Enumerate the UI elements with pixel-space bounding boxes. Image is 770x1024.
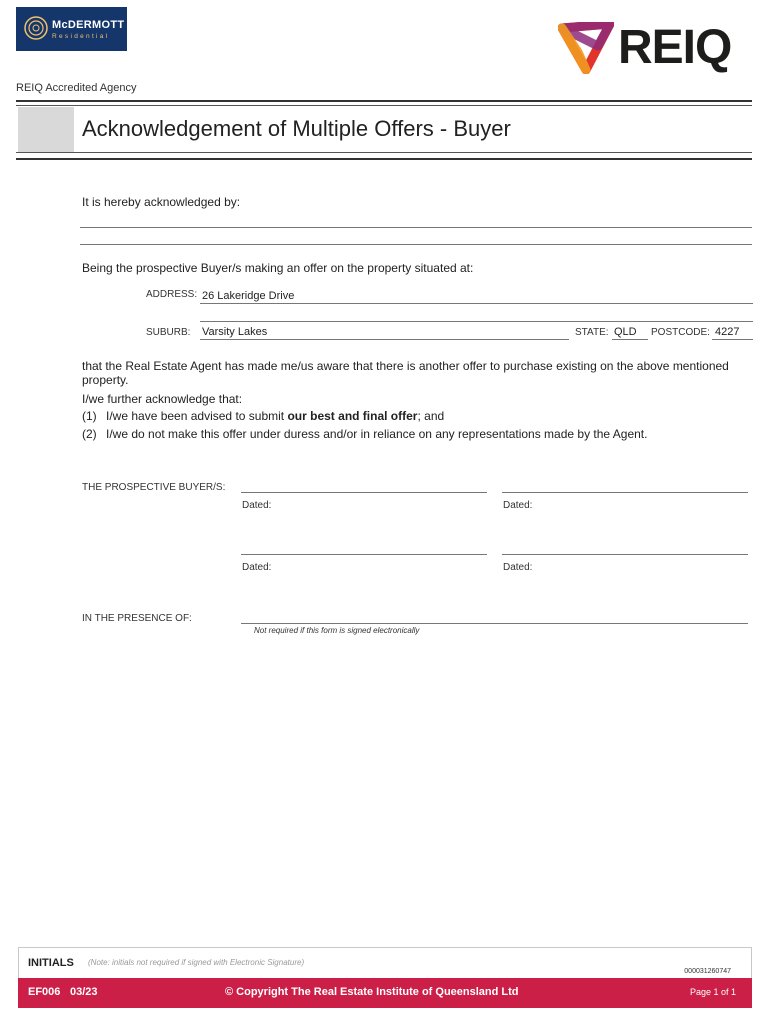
item-1-bold: our best and final offer bbox=[287, 409, 418, 423]
suburb-underline bbox=[200, 339, 569, 340]
presence-note: Not required if this form is signed electronically bbox=[254, 626, 420, 635]
address-underline bbox=[200, 303, 753, 304]
item-1 bbox=[82, 409, 444, 423]
presence-label: IN THE PRESENCE OF: bbox=[82, 613, 192, 624]
initials-label: INITIALS bbox=[28, 957, 74, 969]
property-line-text: Being the prospective Buyer/s making an offer on the property situated at: bbox=[82, 261, 474, 275]
address-label: ADDRESS: bbox=[146, 289, 198, 300]
suburb-field[interactable]: Varsity Lakes bbox=[202, 326, 268, 338]
buyers-label: THE PROSPECTIVE BUYER/S: bbox=[82, 482, 226, 493]
item-2-text: I/we do not make this offer under duress and/or in reliance on any representations made by the Agent. bbox=[106, 427, 648, 441]
reiq-logo-text: REIQ bbox=[618, 21, 732, 74]
initials-note: (Note: initials not required if signed with Electronic Signature) bbox=[88, 958, 305, 967]
aware-text: that the Real Estate Agent has made me/us aware that there is another offer to purchase existing on the above mentioned property. bbox=[82, 359, 729, 387]
further-text: I/we further acknowledge that: bbox=[82, 392, 243, 406]
initials-box bbox=[18, 947, 752, 978]
buyer-4-signature-line[interactable] bbox=[502, 554, 748, 555]
page-title: Acknowledgement of Multiple Offers - Buyer bbox=[82, 116, 511, 141]
acknowledger-line-2[interactable] bbox=[80, 244, 752, 245]
title-top-rule bbox=[16, 100, 752, 102]
accredited-agency-label: REIQ Accredited Agency bbox=[16, 82, 137, 94]
buyer-2-signature-line[interactable] bbox=[502, 492, 748, 493]
buyer-4-dated-label: Dated: bbox=[503, 562, 533, 573]
buyer-2-dated-label: Dated: bbox=[503, 500, 533, 511]
mcdermott-sub: Residential bbox=[52, 33, 110, 40]
title-bottom-thin-rule bbox=[16, 152, 752, 153]
suburb-label: SUBURB: bbox=[146, 327, 191, 338]
buyer-3-dated-label: Dated: bbox=[242, 562, 272, 573]
buyer-1-signature-line[interactable] bbox=[241, 492, 487, 493]
state-label: STATE: bbox=[575, 327, 609, 338]
address-line-2[interactable] bbox=[200, 321, 753, 322]
postcode-underline bbox=[712, 339, 753, 340]
item-2-number: (2) bbox=[82, 427, 97, 441]
form-code: EF006 bbox=[28, 986, 61, 998]
reiq-triangle-icon bbox=[558, 22, 614, 74]
state-field[interactable]: QLD bbox=[614, 326, 637, 338]
buyer-1-dated-label: Dated: bbox=[242, 500, 272, 511]
item-1-number: (1) bbox=[82, 409, 97, 423]
acknowledger-line-1[interactable] bbox=[80, 227, 752, 228]
title-top-thin-rule bbox=[16, 105, 752, 106]
postcode-label: POSTCODE: bbox=[651, 327, 710, 338]
reiq-logo bbox=[558, 20, 758, 75]
page-number: Page 1 of 1 bbox=[689, 987, 736, 997]
item-1-post: ; and bbox=[417, 409, 445, 423]
item-1-text: I/we have been advised to submit bbox=[106, 409, 288, 423]
item-2 bbox=[82, 427, 647, 441]
title-grey-block bbox=[18, 107, 74, 152]
address-field[interactable]: 26 Lakeridge Drive bbox=[202, 290, 295, 302]
mcdermott-logo bbox=[16, 7, 127, 51]
copyright-text: © Copyright The Real Estate Institute of Queensland Ltd bbox=[225, 986, 519, 998]
footer-bar bbox=[18, 978, 752, 1008]
mcdermott-name: McDERMOTT bbox=[52, 19, 125, 31]
form-date: 03/23 bbox=[70, 986, 98, 998]
postcode-field[interactable]: 4227 bbox=[715, 326, 740, 338]
buyer-3-signature-line[interactable] bbox=[241, 554, 487, 555]
mcdermott-emblem-icon bbox=[22, 14, 50, 42]
document-number: 000031260747 bbox=[684, 968, 731, 975]
witness-signature-line[interactable] bbox=[241, 623, 748, 624]
state-underline bbox=[612, 339, 648, 340]
title-bottom-rule bbox=[16, 158, 752, 160]
intro-text: It is hereby acknowledged by: bbox=[82, 195, 241, 209]
